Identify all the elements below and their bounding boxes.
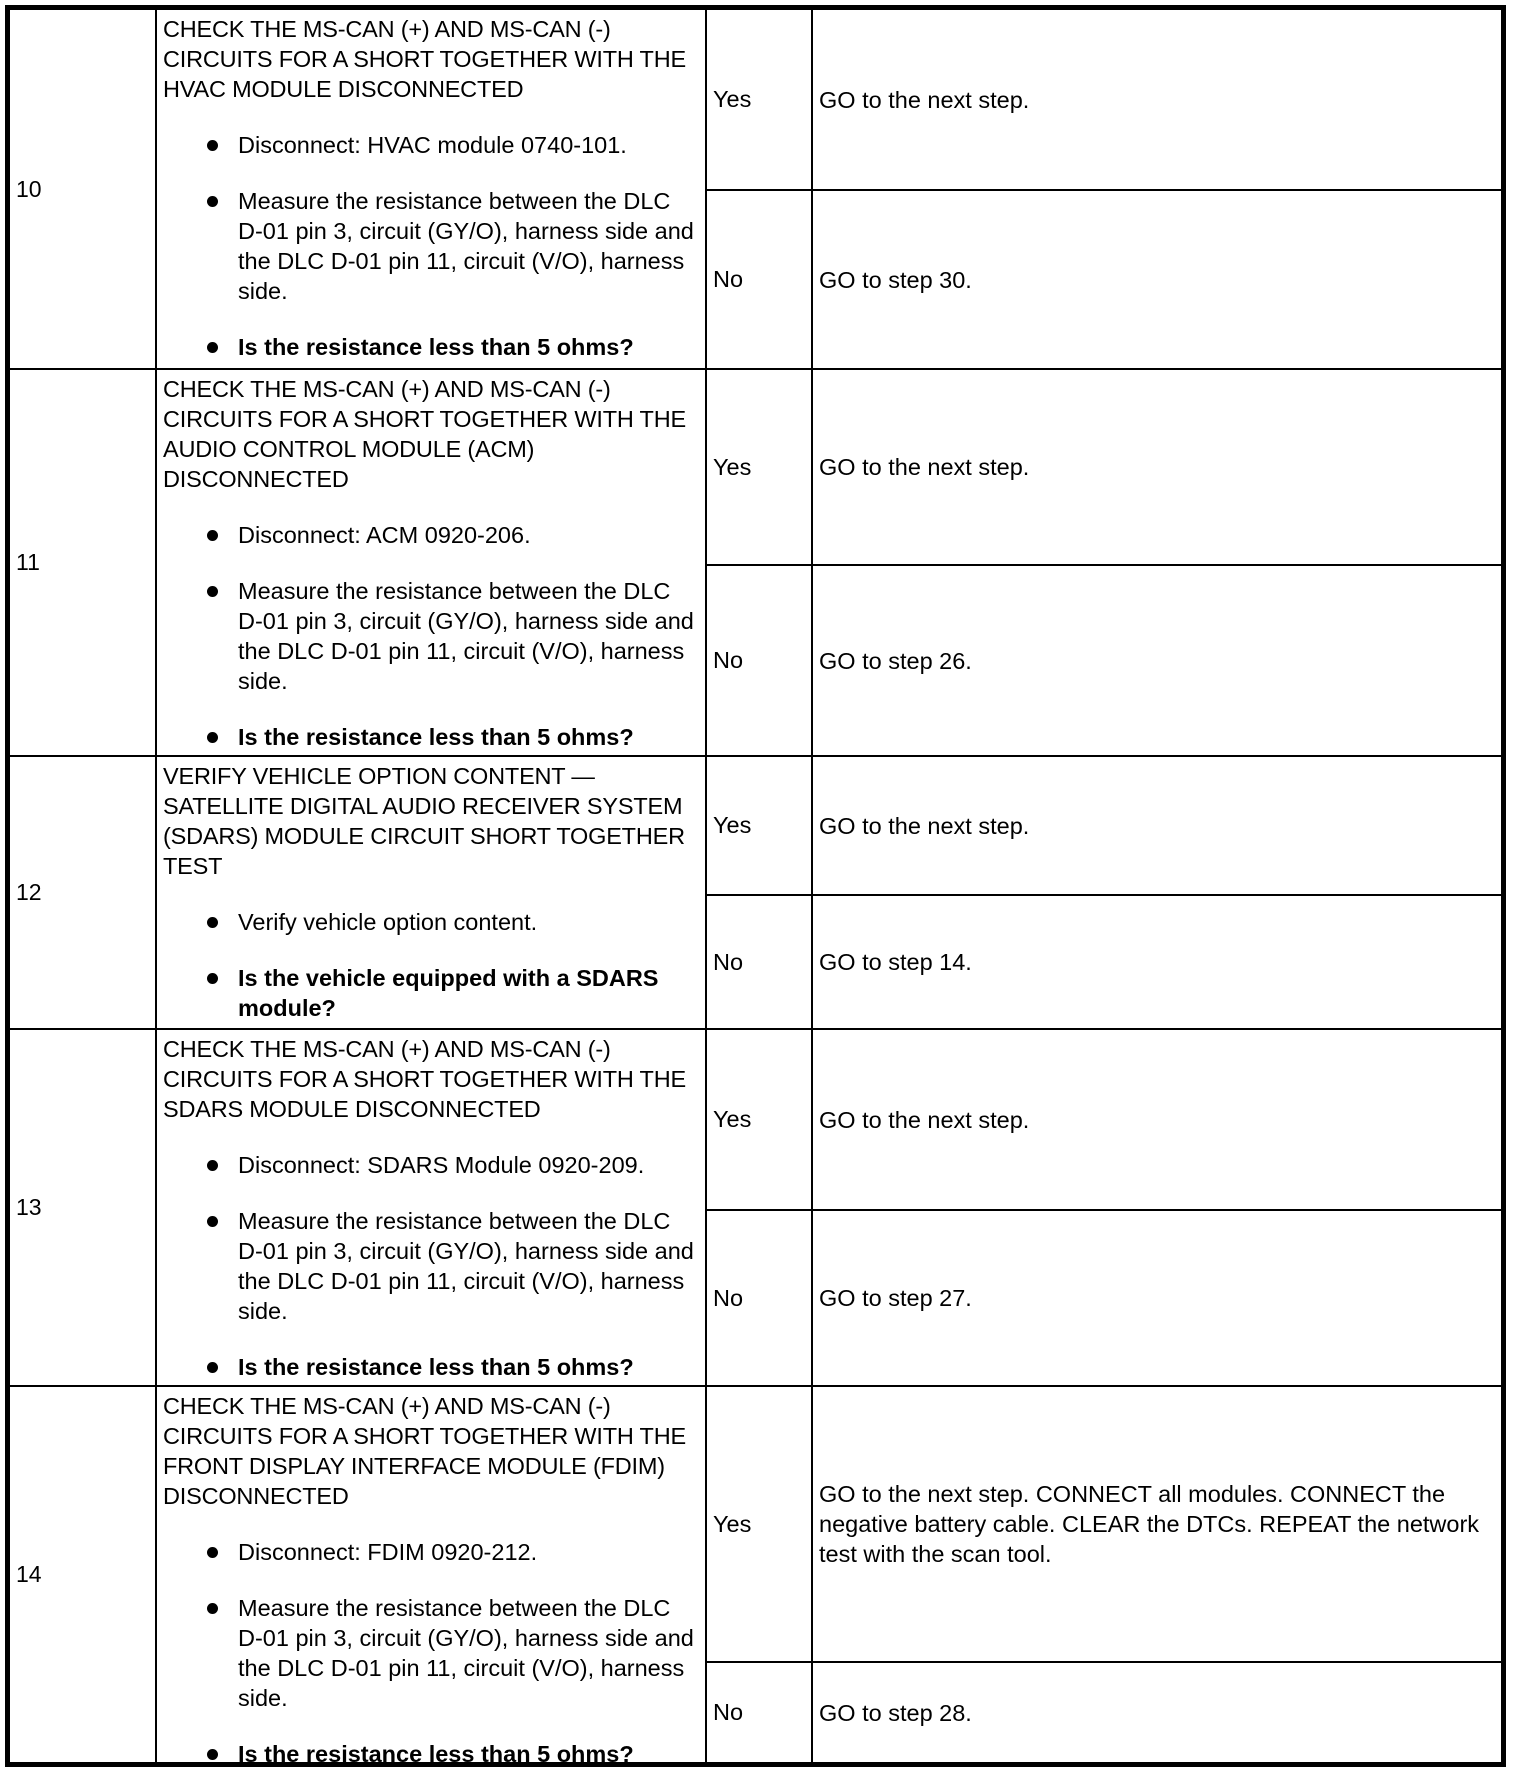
step-action xyxy=(157,10,707,368)
result-action-yes: GO to the next step. xyxy=(819,1106,1030,1133)
answer-no: No xyxy=(707,1211,813,1385)
step-instructions xyxy=(163,520,699,752)
step-action xyxy=(157,757,707,1028)
answer-yes: Yes xyxy=(707,757,813,894)
step-action xyxy=(157,370,707,755)
instruction-bullet: Verify vehicle option content. xyxy=(163,907,699,937)
step-question: Is the resistance less than 5 ohms? xyxy=(163,722,699,752)
step-question: Is the resistance less than 5 ohms? xyxy=(163,1739,699,1769)
result-yes xyxy=(707,757,1501,894)
instruction-bullet: Measure the resistance between the DLC D-01 pin 3, circuit (GY/O), harness side and the DLC D-01 pin 11, circuit (V/O), harness side. xyxy=(163,1206,699,1326)
result-action-no: GO to step 30. xyxy=(819,266,972,293)
instruction-bullet: Disconnect: ACM 0920-206. xyxy=(163,520,699,550)
result-action-yes: GO to the next step. xyxy=(819,812,1030,839)
instruction-bullet: Measure the resistance between the DLC D-01 pin 3, circuit (GY/O), harness side and the DLC D-01 pin 11, circuit (V/O), harness side. xyxy=(163,576,699,696)
step-number: 10 xyxy=(10,10,157,368)
result-action-no: GO to step 27. xyxy=(819,1285,972,1311)
step-instructions xyxy=(163,1537,699,1769)
result-yes xyxy=(707,1030,1501,1209)
test-step-row xyxy=(10,10,1501,368)
step-title: CHECK THE MS-CAN (+) AND MS-CAN (-) CIRCUITS FOR A SHORT TOGETHER WITH THE AUDIO CONTROL MODULE (ACM) DISCONNECTED xyxy=(163,376,686,492)
step-results xyxy=(707,757,1501,1028)
answer-yes: Yes xyxy=(707,10,813,189)
answer-no: No xyxy=(707,566,813,755)
answer-no: No xyxy=(707,1663,813,1762)
step-results xyxy=(707,10,1501,368)
result-yes xyxy=(707,370,1501,564)
instruction-bullet: Disconnect: HVAC module 0740-101. xyxy=(163,130,699,160)
step-results xyxy=(707,370,1501,755)
step-results xyxy=(707,1030,1501,1385)
step-title: CHECK THE MS-CAN (+) AND MS-CAN (-) CIRCUITS FOR A SHORT TOGETHER WITH THE FRONT DISPLAY INTERFACE MODULE (FDIM) DISCONNECTED xyxy=(163,1393,686,1509)
step-number: 13 xyxy=(10,1030,157,1385)
answer-yes: Yes xyxy=(707,1387,813,1661)
step-results xyxy=(707,1387,1501,1762)
step-number: 12 xyxy=(10,757,157,1028)
result-no xyxy=(707,1209,1501,1385)
test-step-row xyxy=(10,1028,1501,1385)
step-instructions xyxy=(163,130,699,362)
instruction-bullet: Measure the resistance between the DLC D-01 pin 3, circuit (GY/O), harness side and the DLC D-01 pin 11, circuit (V/O), harness side. xyxy=(163,186,699,306)
result-no xyxy=(707,894,1501,1028)
result-yes xyxy=(707,1387,1501,1661)
step-instructions xyxy=(163,1150,699,1382)
step-title: CHECK THE MS-CAN (+) AND MS-CAN (-) CIRCUITS FOR A SHORT TOGETHER WITH THE HVAC MODULE DISCONNECTED xyxy=(163,16,686,102)
answer-no: No xyxy=(707,896,813,1028)
instruction-bullet: Measure the resistance between the DLC D-01 pin 3, circuit (GY/O), harness side and the DLC D-01 pin 11, circuit (V/O), harness side. xyxy=(163,1593,699,1713)
result-action-no: GO to step 28. xyxy=(819,1699,972,1726)
result-action-yes: GO to the next step. xyxy=(819,86,1030,113)
test-step-row xyxy=(10,1385,1501,1767)
instruction-bullet: Disconnect: FDIM 0920-212. xyxy=(163,1537,699,1567)
answer-no: No xyxy=(707,191,813,368)
result-action-yes: GO to the next step. CONNECT all modules. CONNECT the negative battery cable. CLEAR the DTCs. REPEAT the network test with the scan tool. xyxy=(819,1481,1480,1567)
step-action xyxy=(157,1030,707,1385)
answer-yes: Yes xyxy=(707,1030,813,1209)
result-action-yes: GO to the next step. xyxy=(819,454,1030,480)
step-question: Is the resistance less than 5 ohms? xyxy=(163,1352,699,1382)
step-question: Is the resistance less than 5 ohms? xyxy=(163,332,699,362)
step-title: VERIFY VEHICLE OPTION CONTENT — SATELLITE DIGITAL AUDIO RECEIVER SYSTEM (SDARS) MODULE CIRCUIT SHORT TOGETHER TEST xyxy=(163,763,685,879)
result-no xyxy=(707,1661,1501,1762)
answer-yes: Yes xyxy=(707,370,813,564)
result-yes xyxy=(707,10,1501,189)
result-no xyxy=(707,564,1501,755)
diagnostic-test-table xyxy=(5,5,1506,1767)
test-step-row xyxy=(10,755,1501,1028)
result-action-no: GO to step 14. xyxy=(819,949,972,975)
step-question: Is the vehicle equipped with a SDARS module? xyxy=(163,963,699,1023)
test-step-row xyxy=(10,368,1501,755)
step-instructions xyxy=(163,907,699,1023)
step-action xyxy=(157,1387,707,1767)
step-number: 14 xyxy=(10,1387,157,1762)
result-action-no: GO to step 26. xyxy=(819,647,972,674)
step-number: 11 xyxy=(10,370,157,755)
result-no xyxy=(707,189,1501,368)
instruction-bullet: Disconnect: SDARS Module 0920-209. xyxy=(163,1150,699,1180)
step-title: CHECK THE MS-CAN (+) AND MS-CAN (-) CIRCUITS FOR A SHORT TOGETHER WITH THE SDARS MODULE DISCONNECTED xyxy=(163,1036,686,1122)
